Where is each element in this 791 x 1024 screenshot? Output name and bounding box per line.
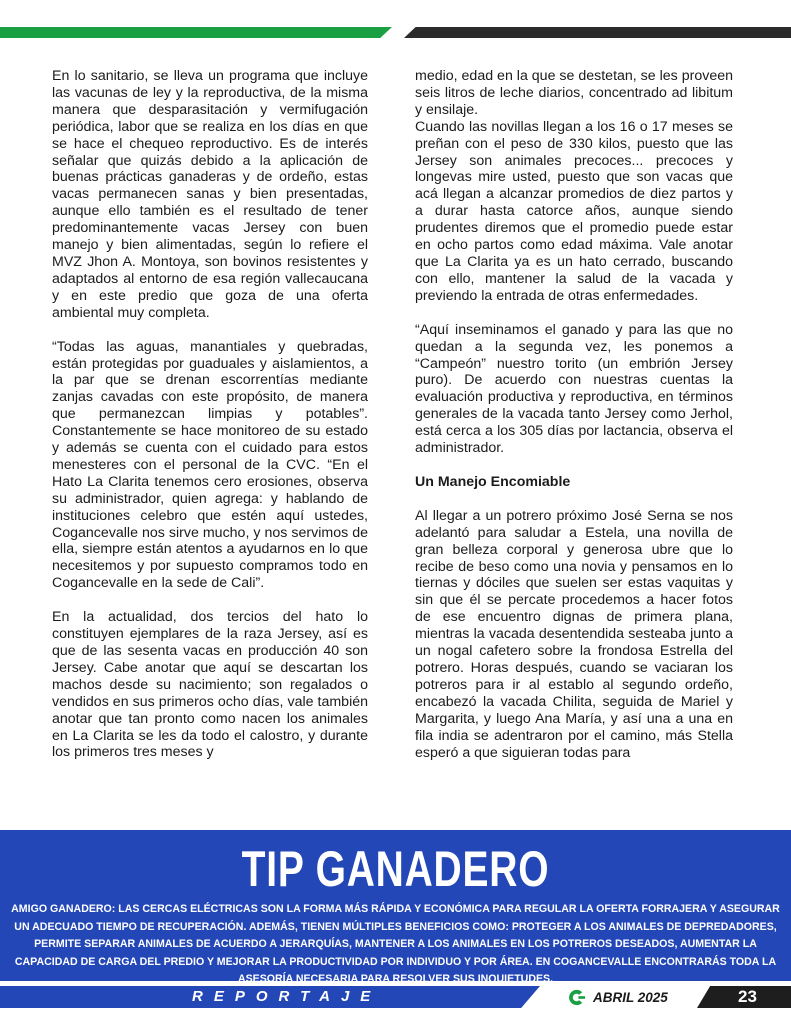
paragraph-destete: medio, edad en la que se destetan, se les proveen seis litros de leche diarios, concentrado ad libitum y ensilaje. <box>415 68 733 118</box>
paragraph-sanitario: En lo sanitario, se lleva un programa que incluye las vacunas de ley y la reproductiva, de la misma manera que desparasitación y vermifugación periódica, labor que se realiza en los días en que se hace el chequeo reproductivo. Es de interés señalar que quizás debido a la aplicación de buenas prácticas ganaderas y de ordeño, estas vacas permanecen sanas y bien presentadas, aunque ello también es el resultado de tener predominantemente vacas Jersey con buen manejo y bien alimentadas, según lo refiere el MVZ Jhon A. Montoya, son bovinos resistentes y adaptados al entorno de esa región vallecaucana y en este predio que goza de una oferta ambiental muy completa. <box>52 68 368 321</box>
page-footer <box>0 986 791 1008</box>
tip-body: AMIGO GANADERO: LAS CERCAS ELÉCTRICAS SON LA FORMA MÁS RÁPIDA Y ECONÓMICA PARA REGULAR LA OFERTA FORRAJERA Y ASEGURAR UN ADECUADO TIEMPO DE RECUPERACIÓN. ADEMÁS, TIENEN MÚLTIPLES BENEFICIOS COMO: PROTEGER A LOS ANIMALES DE DEPREDADORES, PERMITE SEPARAR ANIMALES DE ACUERDO A JERARQUÍAS, MANTENER A LOS ANIMALES EN LOS POTREROS DESEADOS, AUMENTAR LA CAPACIDAD DE CARGA DEL PREDIO Y MEJORAR LA PRODUCTIVIDAD POR INDIVIDUO Y POR ÁREA. EN COGANCEVALLE ENCONTRARÁS TODA LA ASESORÍA NECESARIA PARA RESOLVER SUS INQUIETUDES. <box>11 903 780 986</box>
paragraph-potrero: Al llegar a un potrero próximo José Serna se nos adelantó para saludar a Estela, una novilla de gran belleza corporal y generosa ubre que lo recibe de beso como una novia y pensamos en lo tiernas y dóciles que suelen ser estas vaquitas y sin que él se percate procedemos a hacer fotos de ese encuentro dignas de primera plana, mientras la vacada desentendida sesteaba junto a un nogal cafetero sobre la frondosa Estrella del potrero. Horas después, cuando se vaciaran los potreros para ir al establo al segundo ordeño, encabezó la vacada Chilita, seguida de Mariel y Margarita, y luego Ana María, y así una a una en fila india se adentraron por el camino, más Stella esperó a que siguieran todas para <box>415 507 733 761</box>
tip-title: TIP GANADERO <box>241 841 550 897</box>
footer-date: ABRIL 2025 <box>593 990 668 1005</box>
paragraph-inseminamos: “Aquí inseminamos el ganado y para las que no quedan a la segunda vez, les ponemos a “Campeón” nuestro torito (un embrión Jersey puro). De acuerdo con nuestras cuentas la evaluación productiva y reproductiva, en términos generales de la vacada tanto Jersey como Jerhol, está cerca a los 305 días por lactancia, observa el administrador. <box>415 321 733 457</box>
footer-section-label: REPORTAJE <box>192 988 382 1005</box>
header-green-bar <box>0 27 392 38</box>
subheading-manejo: Un Manejo Encomiable <box>415 473 571 490</box>
page-number: 23 <box>738 987 757 1006</box>
header-dark-bar <box>404 27 791 38</box>
tip-ganadero-box <box>0 830 791 986</box>
paragraph-actualidad: En la actualidad, dos tercios del hato lo constituyen ejemplares de la raza Jersey, así es que de las sesenta vacas en producción 40 son Jersey. Cabe anotar que aquí se descartan los machos desde su nacimiento; son regalados o vendidos en sus primeros ocho días, vale también anotar que tan pronto como nacen los animales en La Clarita se les da todo el calostro, y durante los primeros tres meses y <box>52 609 368 761</box>
article-left-column <box>52 68 368 761</box>
cogancevalle-logo-icon <box>567 988 586 1007</box>
article-right-column <box>415 68 733 761</box>
paragraph-novillas: Cuando las novillas llegan a los 16 o 17 meses se preñan con el peso de 330 kilos, puesto que las Jersey son animales precoces... precoces y longevas mire usted, puesto que son vacas que acá llegan a alcanzar promedios de diez partos y a durar hasta catorce años, aunque siendo prudentes diremos que el promedio puede estar en ocho partos como edad máxima. Vale anotar que La Clarita ya es un hato cerrado, buscando con ello, mantener la salud de la vacada y previendo la entrada de otras enfermedades. <box>415 118 733 304</box>
paragraph-aguas: “Todas las aguas, manantiales y quebradas, están protegidas por guaduales y aislamientos, a la par que se drenan escorrentías mediante zanjas cavadas con este propósito, de manera que permanezcan limpias y potables”. Constantemente se hace monitoreo de su estado y además se cuenta con el cuidado para estos menesteres con el personal de la CVC. “En el Hato La Clarita tenemos cero erosiones, observa su administrador, quien agrega: y hablando de instituciones celebro que estén aquí ustedes, Cogancevalle nos sirve mucho, y nos servimos de ella, siempre están atentos a ayudarnos en lo que necesitemos y por supuesto compramos todo en Cogancevalle en la sede de Cali”. <box>52 338 368 592</box>
